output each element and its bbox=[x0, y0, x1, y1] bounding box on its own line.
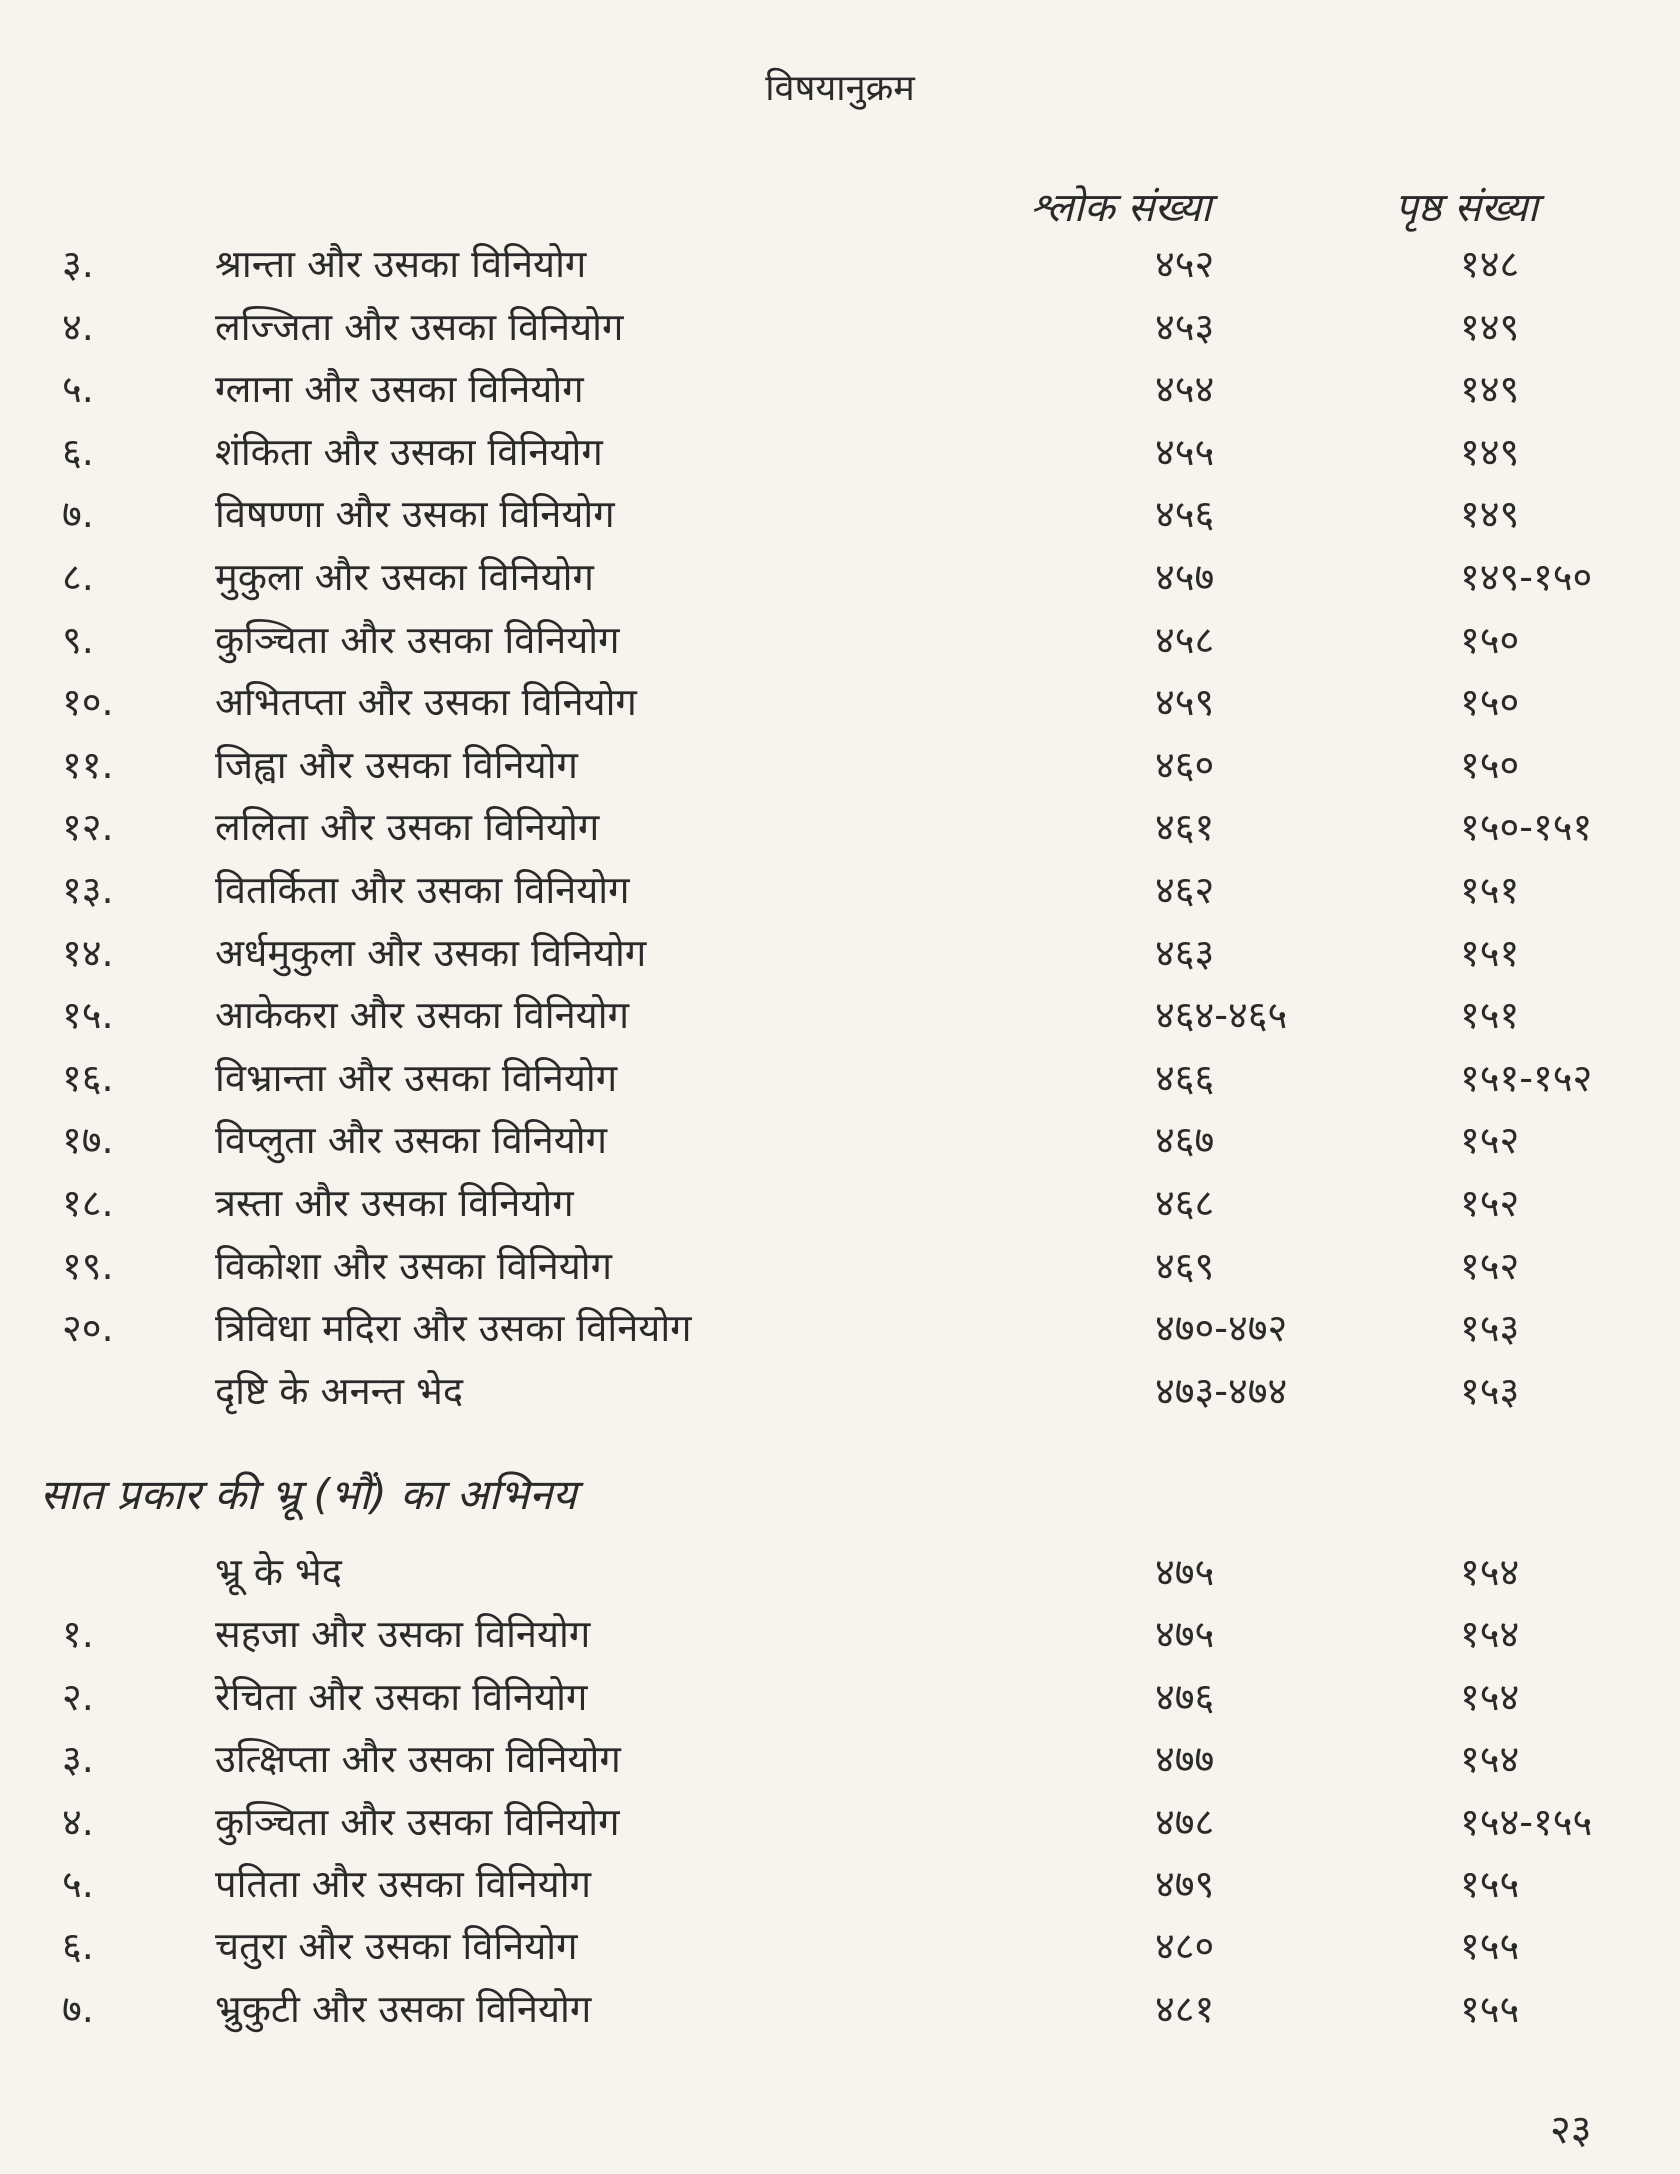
entry-title: चतुरा और उसका विनियोग bbox=[215, 1924, 578, 1969]
toc-row bbox=[0, 926, 1680, 986]
entry-title: त्रस्ता और उसका विनियोग bbox=[215, 1181, 574, 1225]
toc-row bbox=[0, 487, 1680, 547]
toc-row bbox=[0, 1919, 1680, 1979]
entry-title: अभितप्ता और उसका विनियोग bbox=[215, 680, 637, 725]
entry-shloka: ४६३ bbox=[1155, 930, 1215, 975]
entry-number: १९. bbox=[62, 1243, 114, 1288]
entry-shloka: ४६९ bbox=[1155, 1243, 1215, 1288]
toc-row bbox=[0, 300, 1680, 360]
entry-number: १५. bbox=[62, 993, 114, 1038]
entry-shloka: ४७८ bbox=[1155, 1799, 1215, 1844]
entry-page: १५१ bbox=[1460, 993, 1520, 1038]
entry-page: १५३ bbox=[1460, 1306, 1520, 1351]
entry-shloka: ४६८ bbox=[1155, 1181, 1215, 1225]
entry-shloka: ४७५ bbox=[1155, 1612, 1215, 1657]
section-heading: सात प्रकार की भ्रू (भौं) का अभिनय bbox=[40, 1470, 577, 1519]
entry-number: ७. bbox=[62, 492, 94, 537]
toc-row bbox=[0, 800, 1680, 860]
toc-row bbox=[0, 1670, 1680, 1730]
entry-title: कुञ्चिता और उसका विनियोग bbox=[215, 617, 620, 662]
entry-page: १५०-१५१ bbox=[1460, 805, 1593, 850]
entry-number: २. bbox=[62, 1674, 94, 1719]
entry-page: १५२ bbox=[1460, 1118, 1520, 1163]
entry-number: ५. bbox=[62, 367, 94, 412]
entry-shloka: ४७९ bbox=[1155, 1862, 1215, 1906]
page-number: २३ bbox=[1550, 2107, 1592, 2153]
entry-shloka: ४५५ bbox=[1155, 429, 1215, 474]
toc-row bbox=[0, 1857, 1680, 1917]
entry-number: १०. bbox=[62, 680, 114, 725]
toc-row bbox=[0, 1732, 1680, 1792]
entry-shloka: ४६४-४६५ bbox=[1155, 993, 1288, 1038]
entry-shloka: ४६२ bbox=[1155, 868, 1215, 912]
entry-number: ६. bbox=[62, 1924, 94, 1969]
toc-row bbox=[0, 362, 1680, 422]
entry-number: ३. bbox=[62, 242, 94, 286]
page-title: विषयानुक्रम bbox=[765, 68, 915, 109]
entry-title: कुञ्चिता और उसका विनियोग bbox=[215, 1799, 620, 1844]
entry-page: १५४ bbox=[1460, 1737, 1520, 1782]
entry-title: विप्लुता और उसका विनियोग bbox=[215, 1118, 607, 1163]
toc-row bbox=[0, 550, 1680, 610]
toc-row bbox=[0, 988, 1680, 1048]
entry-title: विकोशा और उसका विनियोग bbox=[215, 1243, 613, 1288]
entry-shloka: ४५२ bbox=[1155, 242, 1215, 286]
toc-row bbox=[0, 1982, 1680, 2042]
toc-row bbox=[0, 675, 1680, 735]
entry-page: १४९ bbox=[1460, 304, 1520, 349]
entry-title: अर्धमुकुला और उसका विनियोग bbox=[215, 930, 647, 975]
entry-shloka: ४७३-४७४ bbox=[1155, 1368, 1288, 1413]
entry-number: ५. bbox=[62, 1862, 94, 1906]
entry-shloka: ४५९ bbox=[1155, 680, 1215, 725]
entry-title: श्रान्ता और उसका विनियोग bbox=[215, 242, 587, 286]
entry-number: ७. bbox=[62, 1986, 94, 2031]
toc-row bbox=[0, 1795, 1680, 1855]
entry-number: ८. bbox=[62, 555, 94, 599]
toc-row bbox=[0, 1364, 1680, 1424]
entry-title: भ्रुकुटी और उसका विनियोग bbox=[215, 1986, 592, 2031]
entry-title: विभ्रान्ता और उसका विनियोग bbox=[215, 1055, 618, 1100]
entry-shloka: ४७०-४७२ bbox=[1155, 1306, 1288, 1351]
toc-row bbox=[0, 1051, 1680, 1111]
entry-page: १४८ bbox=[1460, 242, 1520, 286]
entry-number: १३. bbox=[62, 868, 114, 912]
entry-title: पतिता और उसका विनियोग bbox=[215, 1862, 591, 1906]
toc-row bbox=[0, 1607, 1680, 1667]
entry-shloka: ४५४ bbox=[1155, 367, 1215, 412]
toc-row bbox=[0, 1545, 1680, 1605]
entry-shloka: ४७६ bbox=[1155, 1674, 1215, 1719]
entry-number: ९. bbox=[62, 617, 94, 662]
entry-title: लज्जिता और उसका विनियोग bbox=[215, 304, 624, 349]
entry-title: भ्रू के भेद bbox=[215, 1550, 342, 1594]
entry-shloka: ४६६ bbox=[1155, 1055, 1215, 1100]
entry-page: १४९ bbox=[1460, 492, 1520, 537]
entry-page: १५० bbox=[1460, 742, 1520, 787]
entry-title: रेचिता और उसका विनियोग bbox=[215, 1674, 588, 1719]
toc-row bbox=[0, 425, 1680, 485]
entry-title: ग्लाना और उसका विनियोग bbox=[215, 367, 584, 412]
entry-number: १. bbox=[62, 1612, 94, 1657]
entry-page: १५१ bbox=[1460, 930, 1520, 975]
entry-page: १५५ bbox=[1460, 1986, 1520, 2031]
entry-title: दृष्टि के अनन्त भेद bbox=[215, 1368, 464, 1413]
entry-number: १७. bbox=[62, 1118, 114, 1163]
entry-page: १५० bbox=[1460, 680, 1520, 725]
entry-shloka: ४५८ bbox=[1155, 617, 1215, 662]
entry-page: १५१ bbox=[1460, 868, 1520, 912]
entry-page: १५४-१५५ bbox=[1460, 1799, 1593, 1844]
entry-shloka: ४५७ bbox=[1155, 555, 1215, 599]
entry-title: जिह्वा और उसका विनियोग bbox=[215, 742, 578, 787]
toc-row bbox=[0, 1113, 1680, 1173]
column-header-shloka: श्लोक संख्या bbox=[1030, 185, 1212, 231]
entry-title: वितर्किता और उसका विनियोग bbox=[215, 868, 630, 912]
toc-row bbox=[0, 613, 1680, 673]
entry-number: २०. bbox=[62, 1306, 114, 1351]
entry-number: ४. bbox=[62, 304, 94, 349]
entry-shloka: ४६० bbox=[1155, 742, 1215, 787]
entry-page: १५४ bbox=[1460, 1612, 1520, 1657]
entry-title: विषण्णा और उसका विनियोग bbox=[215, 492, 615, 537]
entry-page: १५५ bbox=[1460, 1862, 1520, 1906]
entry-page: १४९-१५० bbox=[1460, 555, 1593, 599]
entry-title: उत्क्षिप्ता और उसका विनियोग bbox=[215, 1737, 621, 1782]
entry-number: ३. bbox=[62, 1737, 94, 1782]
entry-number: १८. bbox=[62, 1181, 114, 1225]
entry-title: सहजा और उसका विनियोग bbox=[215, 1612, 591, 1657]
entry-title: शंकिता और उसका विनियोग bbox=[215, 429, 603, 474]
entry-title: आकेकरा और उसका विनियोग bbox=[215, 993, 629, 1038]
entry-page: १५३ bbox=[1460, 1368, 1520, 1413]
entry-page: १५० bbox=[1460, 617, 1520, 662]
entry-page: १४९ bbox=[1460, 429, 1520, 474]
entry-number: १६. bbox=[62, 1055, 114, 1100]
entry-shloka: ४८१ bbox=[1155, 1986, 1215, 2031]
entry-page: १४९ bbox=[1460, 367, 1520, 412]
entry-page: १५२ bbox=[1460, 1243, 1520, 1288]
entry-page: १५५ bbox=[1460, 1924, 1520, 1969]
entry-shloka: ४८० bbox=[1155, 1924, 1215, 1969]
entry-shloka: ४७७ bbox=[1155, 1737, 1215, 1782]
entry-shloka: ४७५ bbox=[1155, 1550, 1215, 1594]
toc-row bbox=[0, 863, 1680, 923]
column-header-page: पृष्ठ संख्या bbox=[1395, 185, 1538, 231]
entry-number: ११. bbox=[62, 742, 114, 787]
toc-row bbox=[0, 237, 1680, 297]
entry-title: ललिता और उसका विनियोग bbox=[215, 805, 600, 850]
entry-number: ४. bbox=[62, 1799, 94, 1844]
toc-row bbox=[0, 1239, 1680, 1299]
entry-title: मुकुला और उसका विनियोग bbox=[215, 555, 594, 599]
entry-shloka: ४६७ bbox=[1155, 1118, 1215, 1163]
entry-page: १५१-१५२ bbox=[1460, 1055, 1593, 1100]
toc-row bbox=[0, 1176, 1680, 1236]
entry-page: १५४ bbox=[1460, 1550, 1520, 1594]
toc-row bbox=[0, 738, 1680, 798]
entry-shloka: ४५३ bbox=[1155, 304, 1215, 349]
entry-shloka: ४५६ bbox=[1155, 492, 1215, 537]
entry-page: १५२ bbox=[1460, 1181, 1520, 1225]
entry-number: ६. bbox=[62, 429, 94, 474]
entry-page: १५४ bbox=[1460, 1674, 1520, 1719]
entry-number: १४. bbox=[62, 930, 114, 975]
entry-title: त्रिविधा मदिरा और उसका विनियोग bbox=[215, 1306, 692, 1351]
entry-shloka: ४६१ bbox=[1155, 805, 1215, 850]
entry-number: १२. bbox=[62, 805, 114, 850]
toc-row bbox=[0, 1301, 1680, 1361]
